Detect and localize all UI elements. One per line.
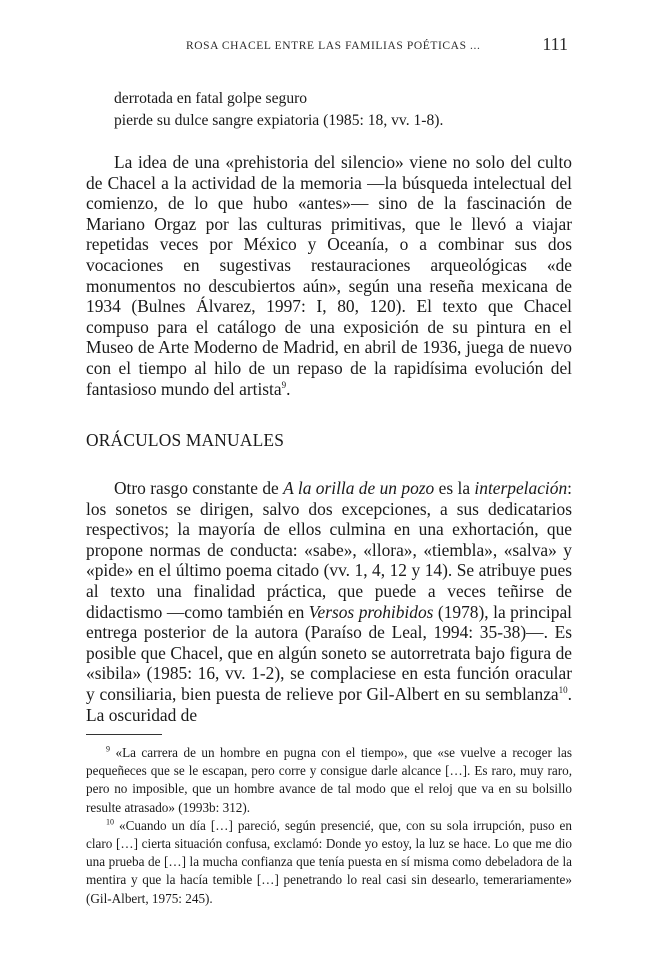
verse-line-2: pierde su dulce sangre expiatoria (1985: 18, vv. 1-8).: [114, 111, 444, 129]
page-number: 111: [542, 34, 568, 54]
paragraph-text: La idea de una «prehistoria del silencio» viene no solo del culto de Chacel a la actividad de la memoria —la búsqueda intelectual del comienzo, de lo que hubo «antes»— sino de la fascinación de Mariano Orgaz por las culturas primitivas, que le llevó a viajar repetidas veces por México y Oceanía, o a combinar sus dos vocaciones en sugestivas restauraciones arqueológicas «de monumentos no descubiertos aún», según una reseña mexicana de 1934 (Bulnes Álvarez, 1997: I, 80, 120). El texto que Chacel compuso para el catálogo de una exposición de su pintura en el Museo de Arte Moderno de Madrid, en abril de 1936, juega de nuevo con el tiempo al hilo de un repaso de la rapidísima evolución del fantasioso mundo del artista: [86, 152, 572, 399]
paragraph-prehistoria: La idea de una «prehistoria del silencio» viene no solo del culto de Chacel a la actividad de la memoria —la búsqueda intelectual del comienzo, de lo que hubo «antes»— sino de la fascinación de Mariano Orgaz por las culturas primitivas, que le llevó a viajar repetidas veces por México y Oceanía, o a combinar sus dos vocaciones en sugestivas restauraciones arqueológicas «de monumentos no descubiertos aún», según una reseña mexicana de 1934 (Bulnes Álvarez, 1997: I, 80, 120). El texto que Chacel compuso para el catálogo de una exposición de su pintura en el Museo de Arte Moderno de Madrid, en abril de 1936, juega de nuevo con el tiempo al hilo de un repaso de la rapidísima evolución del fantasioso mundo del artista$^9$.: [86, 152, 572, 399]
running-title: ROSA CHACEL ENTRE LAS FAMILIAS POÉTICAS ...: [186, 40, 481, 52]
footnotes: [86, 744, 572, 908]
verse-line-1: derrotada en fatal golpe seguro: [114, 90, 308, 107]
book-title-italic: A la orilla de un pozo: [283, 478, 435, 498]
term-italic: interpelación: [474, 478, 568, 498]
footnote-separator: [86, 734, 162, 735]
verse-quote: [114, 88, 574, 131]
paragraph-interpelacion: Otro rasgo constante de A la orilla de un pozo es la interpelación: los sonetos se dirigen, salvo dos excepciones, a sus dedicatarios respectivos; la mayoría de ellos culmina en una exhortación, que propone normas de conducta: «sabe», «llora», «tiembla», «salva» y «pide» en el último poema citado (vv. 1, 4, 12 y 14). Se atribuye pues al texto una finalidad práctica, que puede a veces teñirse de didactismo —como también en Versos prohibidos (1978), la principal entrega posterior de la autora (Paraíso de Leal, 1994: 35-38)—. Es posible que Chacel, que en algún soneto se autorretrata bajo figura de «sibila» (1985: 16, vv. 1-2), se complaciese en esta función oracular y consiliaria, bien puesta de relieve por Gil-Albert en su semblanza$^{10}$. La oscuridad de: [86, 478, 572, 725]
footnote-ref-10[interactable]: 10: [558, 685, 568, 696]
book-title-italic: Versos prohibidos: [308, 601, 434, 622]
footnote-10: $^{10}$ «Cuando un día […] pareció, según presencié, que, con su sola irrupción, puso en claro […] cierta situación confusa, exclamó: Donde yo estoy, la luz se hace. Lo que me dio una prueba de […] la mucha confianza que tenía puesta en sí misma como debeladora de la mentira y que la hacía temible […] penetrando lo real casi sin desearlo, temerariamente» (Gil-Albert, 1975: 245).: [86, 817, 573, 906]
footnote-ref-9[interactable]: 9: [281, 379, 287, 390]
section-heading: ORÁCULOS MANUALES: [86, 430, 285, 450]
footnote-9: $^9$ «La carrera de un hombre en pugna con el tiempo», que «se vuelve a recoger las pequeñeces que se le escapan, pero corre y consigue darle alcance […]. Es raro, muy raro, pero no imposible, que un hombre avance de tal modo que el reloj que va en su bolsillo resulte atrasado» (1993b: 312).: [86, 744, 573, 815]
